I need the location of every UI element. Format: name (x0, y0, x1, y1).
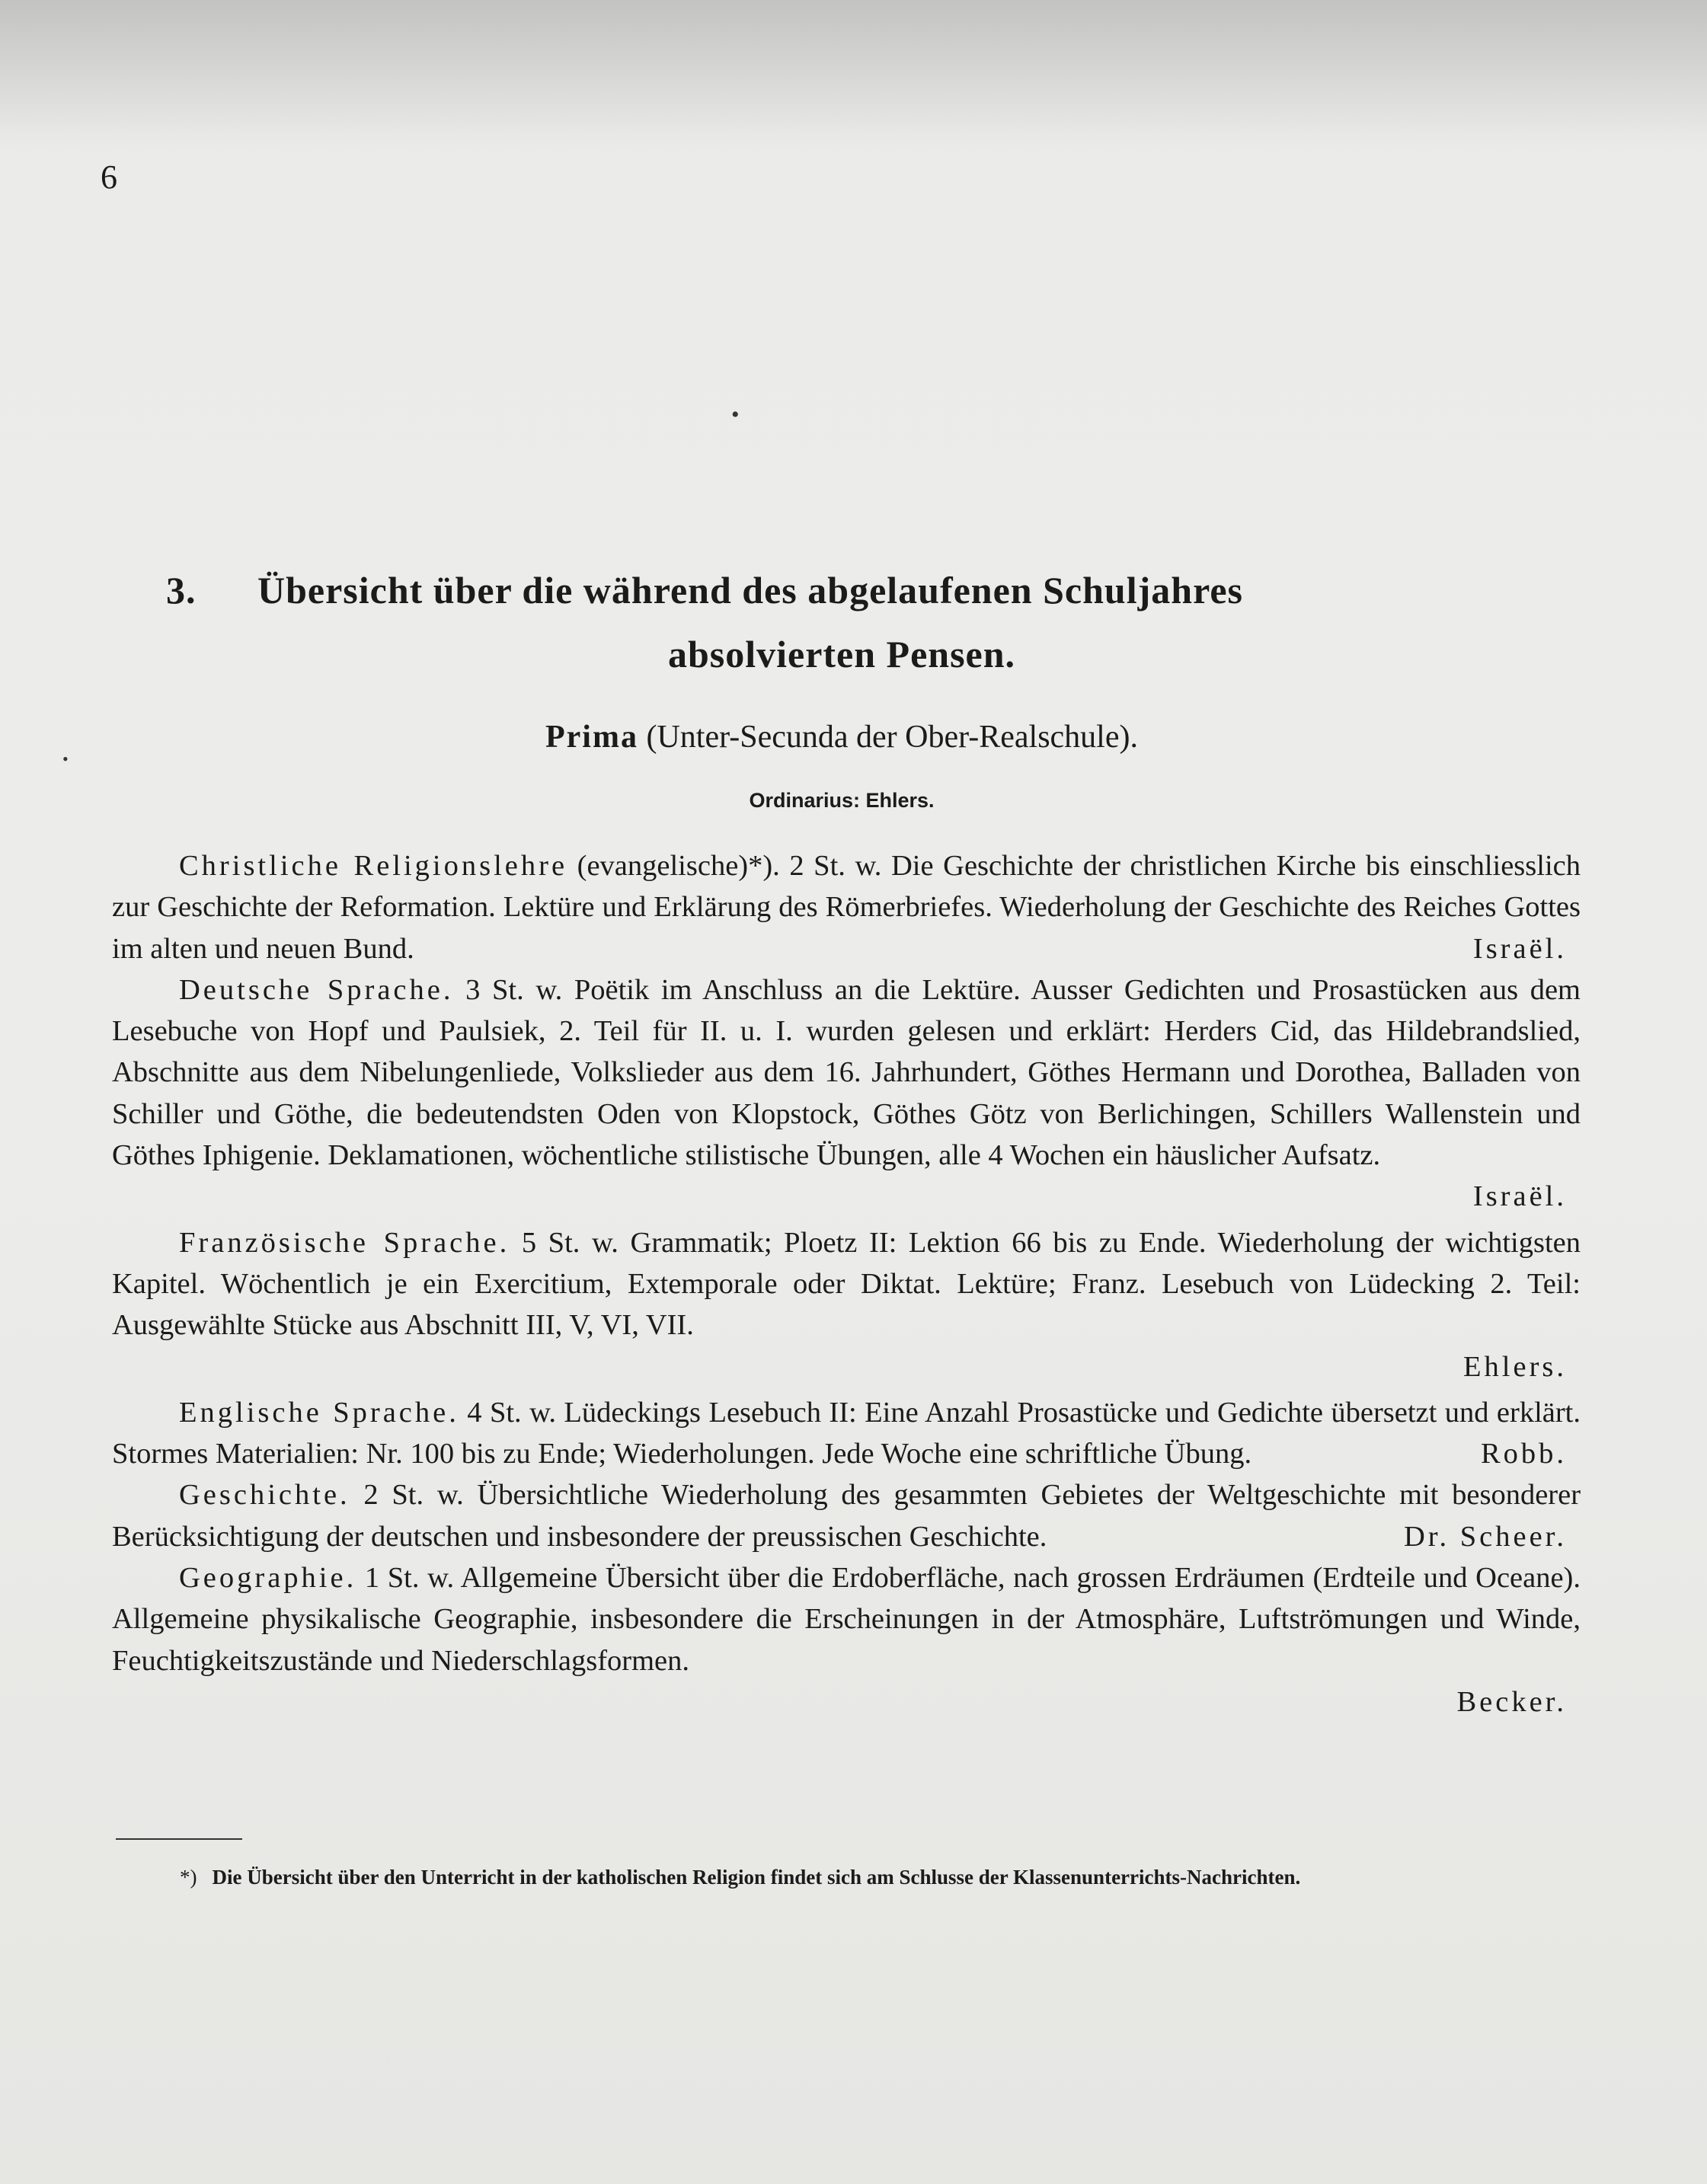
class-heading (114, 716, 1569, 758)
subject-text: (evangelische)*). 2 St. w. Die Geschichte der christlichen Kirche bis einschliesslich zur Geschichte der Reformation. Lektüre und Erklärung des Römerbriefes. Wiederholung der Geschichte des Reiches Gottes im alten und neuen Bund. (112, 850, 1581, 965)
footnote-rule (116, 1838, 242, 1840)
subject-text: 2 St. w. Übersichtliche Wiederholung des gesammten Gebietes der Weltgeschichte mit besonderer Berücksichtigung der deutschen und insbesondere der preussischen Geschichte. (112, 1479, 1581, 1553)
subject-list (112, 845, 1581, 1723)
subject-text: 1 St. w. Allgemeine Übersicht über die Erdoberfläche, nach grossen Erdräumen (Erdteile und Oceane). Allgemeine physikalische Geographie, insbesondere die Erscheinungen in der Atmosphäre, Luftströmungen und Winde, Feuchtigkeitszustände und Niederschlagsformen. (112, 1562, 1581, 1677)
class-note: (Unter-Secunda der Ober-Realschule). (646, 720, 1138, 755)
subject-name: Geographie. (179, 1562, 357, 1595)
subject-history (112, 1474, 1581, 1557)
ordinarius: Ordinarius: Ehlers. (749, 789, 935, 812)
subject-french (112, 1222, 1581, 1387)
subject-teacher: Dr. Scheer. (1404, 1520, 1567, 1553)
stray-mark: • (62, 749, 69, 768)
subject-name: Deutsche Sprache. (179, 973, 454, 1006)
subject-text: 3 St. w. Poëtik im Anschluss an die Lektüre. Ausser Gedichten und Prosastücken aus dem Lesebuche von Hopf und Paulsiek, 2. Teil für II. u. I. wurden gelesen und erklärt: Herders Cid, das Hildebrandslied, Abschnitte aus dem Nibelungenliede, Volkslieder aus dem 16. Jahrhundert, Göthes Hermann und Dorothea, Balladen von Schiller und Göthe, die bedeutendsten Oden von Klopstock, Göthes Götz von Berlichingen, Schillers Wallenstein und Göthes Iphigenie. Deklamationen, wöchentliche stilistische Übungen, alle 4 Wochen ein häuslicher Aufsatz. (112, 973, 1581, 1172)
class-name: Prima (545, 720, 638, 755)
subject-name: Geschichte. (179, 1479, 350, 1512)
subject-teacher: Ehlers. (1463, 1350, 1567, 1383)
footnote-text: Die Übersicht über den Unterricht in der katholischen Religion findet sich am Schlusse der Klassenunterrichts-Nachrichten. (212, 1866, 1301, 1889)
bleed-through-shadow (0, 0, 1707, 152)
subject-name: Französische Sprache. (179, 1226, 510, 1259)
section-number: 3. (166, 569, 197, 611)
section-title-line-1: Übersicht über die während des abgelaufenen Schuljahres (257, 569, 1244, 611)
page-number: 6 (101, 158, 117, 196)
subject-teacher: Robb. (1480, 1438, 1567, 1470)
section-title-line-2: absolvierten Pensen. (667, 633, 1016, 675)
subject-text: 4 St. w. Lüdeckings Lesebuch II: Eine Anzahl Prosastücke und Gedichte übersetzt und erklärt. Stormes Materialien: Nr. 100 bis zu Ende; Wiederholungen. Jede Woche eine schriftliche Übung. (112, 1396, 1581, 1470)
subject-teacher: Israël. (1472, 1180, 1567, 1213)
subject-geography (112, 1557, 1581, 1723)
subject-text: 5 St. w. Grammatik; Ploetz II: Lektion 66 bis zu Ende. Wiederholung der wichtigsten Kapitel. Wöchentlich je ein Exercitium, Extemporale oder Diktat. Lektüre; Franz. Lesebuch von Lüdecking 2. Teil: Ausgewählte Stücke aus Abschnitt III, V, VI, VII. (112, 1226, 1581, 1342)
subject-religion (112, 845, 1581, 969)
subject-teacher: Israël. (1472, 932, 1567, 965)
subject-name: Christliche Religionslehre (179, 850, 568, 882)
footnote (113, 1858, 1584, 1896)
subject-english (112, 1392, 1581, 1475)
footnote-mark: *) (180, 1866, 197, 1889)
subject-name: Englische Sprache. (179, 1396, 459, 1429)
subject-german (112, 969, 1581, 1218)
subject-teacher: Becker. (1456, 1685, 1567, 1718)
stray-mark: • (731, 402, 740, 427)
